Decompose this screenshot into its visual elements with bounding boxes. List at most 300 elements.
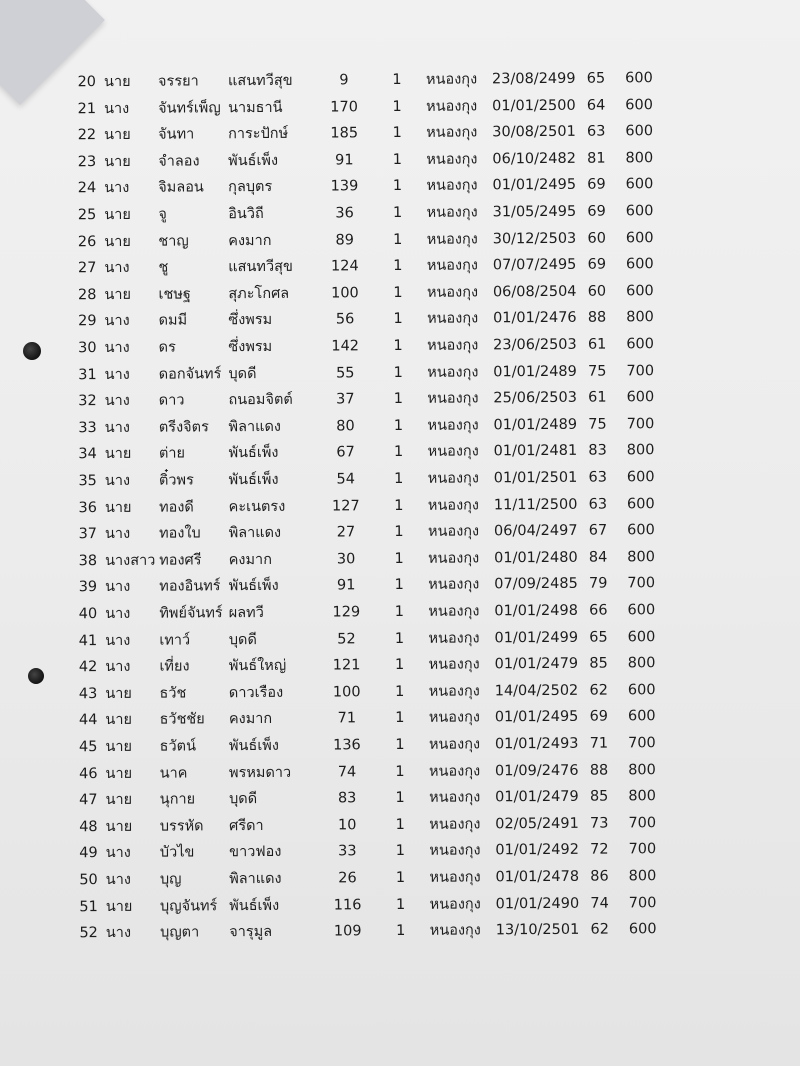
village-name: หนองกุง — [426, 124, 478, 142]
first-name: ทองดี — [158, 499, 194, 516]
house-number: 83 — [337, 790, 357, 807]
allowance-amount: 600 — [627, 602, 656, 619]
allowance-amount: 800 — [628, 761, 656, 779]
allowance-amount: 600 — [626, 389, 655, 406]
title-prefix: นาง — [104, 366, 130, 383]
allowance-amount: 700 — [626, 416, 655, 433]
allowance-amount: 800 — [628, 868, 657, 885]
first-name: ต่าย — [158, 445, 186, 463]
birth-date: 01/01/2495 — [494, 709, 579, 726]
house-number: 37 — [336, 391, 355, 408]
house-number: 121 — [332, 657, 361, 674]
birth-date: 01/01/2489 — [493, 363, 577, 380]
title-prefix: นาย — [104, 286, 132, 303]
title-prefix: นาง — [105, 579, 131, 596]
table-row — [0, 358, 800, 388]
village-name: หนองกุง — [426, 98, 478, 115]
title-prefix: นาย — [104, 153, 131, 170]
house-number: 91 — [336, 577, 356, 594]
age: 63 — [586, 123, 606, 140]
house-number: 56 — [335, 311, 355, 328]
moo-number: 1 — [395, 869, 406, 887]
house-number: 55 — [335, 364, 355, 382]
table-row — [0, 597, 800, 627]
moo-number: 1 — [394, 497, 404, 514]
title-prefix: นาย — [104, 446, 132, 463]
row-number: 51 — [79, 898, 98, 915]
last-name: พิลาแดง — [228, 525, 282, 542]
birth-date: 01/01/2490 — [495, 895, 580, 912]
row-number: 35 — [78, 473, 97, 490]
last-name: บุดดี — [228, 791, 258, 808]
last-name: จารุมูล — [229, 924, 273, 941]
allowance-amount: 600 — [627, 682, 656, 699]
birth-date: 01/01/2495 — [492, 177, 577, 194]
house-number: 91 — [335, 152, 354, 169]
moo-number: 1 — [393, 311, 403, 328]
allowance-amount: 600 — [625, 256, 654, 273]
age: 69 — [587, 256, 607, 273]
village-name: หนองกุง — [429, 789, 481, 806]
table-row — [0, 837, 800, 867]
moo-number: 1 — [395, 710, 405, 727]
moo-number: 1 — [395, 736, 405, 754]
village-name: หนองกุง — [429, 922, 481, 939]
first-name: ตรีงจิตร — [158, 419, 209, 436]
house-number: 136 — [333, 737, 361, 754]
first-name: จำลอง — [158, 153, 200, 170]
first-name: นาค — [159, 765, 188, 782]
table-row — [0, 411, 800, 441]
last-name: บุดดี — [228, 631, 257, 648]
first-name: ธวัตน์ — [159, 738, 197, 755]
moo-number: 1 — [394, 550, 404, 567]
table-row — [0, 438, 800, 468]
title-prefix: นาง — [104, 339, 130, 357]
allowance-amount: 800 — [628, 788, 657, 805]
table-row — [0, 810, 800, 840]
village-name: หนองกุง — [428, 630, 480, 647]
village-name: หนองกุง — [426, 310, 479, 328]
age: 65 — [586, 70, 606, 87]
village-name: หนองกุง — [428, 763, 481, 780]
last-name: อินวิถี — [228, 205, 264, 223]
last-name: นามธานี — [227, 99, 283, 116]
age: 75 — [588, 416, 607, 433]
moo-number: 1 — [393, 231, 403, 248]
house-number: 127 — [331, 497, 360, 515]
age: 61 — [587, 336, 607, 353]
birth-date: 01/01/2480 — [494, 549, 578, 567]
birth-date: 06/04/2497 — [493, 522, 578, 540]
table-row — [0, 677, 800, 707]
age: 79 — [588, 575, 608, 593]
table-row — [0, 225, 800, 255]
house-number: 33 — [338, 843, 357, 860]
village-name: หนองกุง — [426, 284, 479, 301]
moo-number: 1 — [393, 337, 403, 355]
title-prefix: นาง — [104, 393, 130, 410]
title-prefix: นาย — [105, 712, 133, 729]
birth-date: 01/01/2478 — [495, 868, 580, 886]
birth-date: 06/10/2482 — [492, 150, 576, 168]
age: 74 — [590, 895, 609, 912]
last-name: กุลบุตร — [228, 179, 273, 196]
birth-date: 01/01/2499 — [494, 629, 579, 646]
row-number: 22 — [77, 127, 97, 144]
age: 69 — [587, 203, 606, 220]
age: 65 — [589, 629, 608, 646]
allowance-amount: 800 — [625, 150, 654, 167]
birth-date: 06/08/2504 — [492, 283, 577, 301]
age: 88 — [589, 762, 609, 779]
moo-number: 1 — [395, 843, 406, 860]
moo-number: 1 — [394, 470, 404, 488]
allowance-amount: 700 — [626, 362, 655, 380]
row-number: 23 — [77, 153, 97, 171]
table-row — [0, 730, 800, 760]
age: 63 — [588, 496, 608, 513]
village-name: หนองกุง — [426, 151, 478, 168]
moo-number: 1 — [392, 98, 402, 115]
allowance-amount: 600 — [625, 203, 654, 220]
moo-number: 1 — [394, 657, 405, 674]
birth-date: 14/04/2502 — [494, 682, 579, 700]
allowance-amount: 600 — [625, 70, 653, 87]
table-row — [0, 172, 800, 202]
table-row — [0, 544, 800, 574]
moo-number: 1 — [393, 364, 403, 381]
allowance-amount: 800 — [626, 442, 655, 459]
last-name: พันธ์เพ็ง — [228, 445, 279, 462]
birth-date: 31/05/2495 — [492, 203, 577, 221]
allowance-amount: 600 — [625, 96, 654, 114]
last-name: แสนทวีสุข — [227, 72, 293, 90]
moo-number: 1 — [396, 923, 406, 940]
allowance-amount: 600 — [626, 336, 655, 353]
age: 72 — [590, 841, 609, 859]
village-name: หนองกุง — [428, 656, 480, 673]
table-row — [0, 916, 800, 946]
title-prefix: นาง — [103, 100, 130, 117]
allowance-amount: 700 — [628, 841, 657, 858]
first-name: ดมมี — [158, 312, 188, 330]
age: 69 — [589, 708, 609, 726]
title-prefix: นาย — [104, 206, 131, 224]
table-row — [0, 571, 800, 601]
house-number: 139 — [330, 178, 359, 195]
table-row — [0, 517, 800, 547]
village-name: หนองกุง — [427, 497, 480, 514]
house-number: 30 — [336, 551, 356, 568]
table-row — [0, 251, 800, 281]
row-number: 37 — [78, 526, 98, 543]
title-prefix: นาง — [104, 180, 130, 197]
table-row — [0, 863, 800, 893]
title-prefix: นาย — [105, 685, 132, 702]
moo-number: 1 — [395, 816, 405, 833]
first-name: บุญ — [159, 871, 182, 888]
first-name: นุกาย — [159, 791, 196, 808]
house-number: 27 — [336, 524, 356, 541]
last-name: ดาวเรือง — [228, 684, 284, 701]
table-row — [0, 198, 800, 228]
row-number: 39 — [78, 579, 98, 596]
moo-number: 1 — [394, 524, 404, 541]
row-number: 25 — [77, 207, 97, 224]
title-prefix: นาง — [104, 313, 130, 330]
house-number: 129 — [332, 604, 361, 621]
table-row — [0, 491, 800, 521]
house-number: 9 — [339, 72, 349, 89]
title-prefix: นาย — [105, 898, 133, 915]
age: 88 — [587, 309, 607, 327]
last-name: ขาวฟอง — [229, 844, 282, 861]
first-name: ทองศรี — [159, 552, 202, 569]
house-number: 170 — [330, 98, 359, 116]
village-name: หนองกุง — [427, 337, 479, 354]
row-number: 42 — [78, 659, 98, 676]
birth-date: 01/01/2479 — [495, 788, 579, 806]
age: 63 — [588, 469, 608, 486]
last-name: พิลาแดง — [228, 418, 281, 435]
row-number: 45 — [78, 739, 98, 756]
age: 62 — [590, 921, 610, 938]
last-name: ซึ่งพรม — [228, 312, 273, 329]
row-number: 26 — [77, 233, 97, 250]
last-name: พันธ์เพ็ง — [229, 897, 280, 914]
age: 85 — [589, 655, 608, 672]
title-prefix: นาย — [105, 765, 133, 782]
title-prefix: นาย — [105, 738, 133, 756]
birth-date: 01/01/2479 — [494, 655, 579, 673]
moo-number: 1 — [393, 284, 403, 301]
allowance-amount: 800 — [627, 655, 656, 672]
house-number: 80 — [336, 418, 355, 435]
village-name: หนองกุง — [428, 550, 480, 567]
row-number: 20 — [77, 74, 97, 91]
allowance-amount: 600 — [627, 522, 655, 539]
last-name: คงมาก — [228, 711, 273, 728]
row-number: 48 — [79, 818, 98, 836]
last-name: พันธ์ใหญ่ — [228, 657, 287, 675]
row-number: 30 — [78, 340, 97, 357]
moo-number: 1 — [394, 577, 404, 594]
age: 69 — [587, 176, 606, 194]
row-number: 40 — [78, 606, 98, 623]
title-prefix: นาย — [104, 233, 131, 250]
row-number: 21 — [77, 100, 97, 117]
row-number: 43 — [78, 685, 98, 703]
row-number: 38 — [78, 552, 98, 570]
house-number: 116 — [333, 896, 362, 914]
first-name: จู — [158, 206, 167, 223]
village-name: หนองกุง — [429, 816, 481, 833]
row-number: 33 — [78, 419, 97, 437]
last-name: แสนทวีสุข — [228, 258, 293, 276]
last-name: พรหมดาว — [228, 764, 292, 781]
allowance-amount: 800 — [627, 549, 655, 566]
last-name: ถนอมจิตต์ — [228, 391, 293, 409]
moo-number: 1 — [392, 204, 403, 222]
village-name: หนองกุง — [427, 390, 479, 407]
village-name: หนองกุง — [426, 204, 478, 221]
allowance-amount: 600 — [625, 176, 654, 193]
birth-date: 13/10/2501 — [495, 921, 580, 939]
house-number: 100 — [331, 285, 359, 302]
first-name: บัวไข — [159, 844, 195, 862]
village-name: หนองกุง — [429, 896, 481, 913]
village-name: หนองกุง — [427, 470, 479, 487]
row-number: 34 — [78, 446, 97, 463]
table-row — [0, 757, 800, 787]
moo-number: 1 — [392, 71, 402, 89]
allowance-amount: 600 — [628, 921, 657, 938]
moo-number: 1 — [395, 790, 405, 807]
row-number: 31 — [78, 366, 97, 383]
moo-number: 1 — [395, 763, 405, 780]
table-row — [0, 464, 800, 494]
house-number: 185 — [330, 125, 359, 142]
table-row — [0, 704, 800, 734]
house-number: 36 — [335, 205, 354, 222]
row-number: 46 — [79, 765, 98, 782]
birth-date: 01/09/2476 — [494, 762, 579, 779]
village-name: หนองกุง — [426, 231, 478, 248]
table-row — [0, 890, 800, 920]
age: 67 — [588, 522, 608, 539]
table-row — [0, 331, 800, 361]
row-number: 36 — [78, 499, 97, 516]
last-name: พันธ์เพ็ง — [228, 471, 279, 489]
title-prefix: นาย — [105, 818, 133, 835]
house-number: 89 — [335, 231, 354, 249]
table-row — [0, 145, 800, 175]
title-prefix: นาย — [105, 792, 133, 809]
birth-date: 07/07/2495 — [492, 256, 577, 274]
age: 73 — [589, 815, 609, 832]
house-number: 71 — [337, 710, 357, 727]
age: 71 — [589, 735, 609, 752]
age: 66 — [589, 602, 608, 619]
birth-date: 30/12/2503 — [492, 230, 577, 247]
moo-number: 1 — [393, 391, 404, 408]
moo-number: 1 — [395, 896, 406, 913]
age: 83 — [588, 442, 607, 460]
table-row — [0, 305, 800, 335]
moo-number: 1 — [394, 603, 404, 621]
first-name: ชู — [158, 259, 169, 276]
age: 60 — [587, 283, 607, 300]
allowance-amount: 700 — [628, 735, 656, 752]
birth-date: 30/08/2501 — [492, 123, 576, 141]
last-name: คะเนตรง — [228, 498, 286, 515]
title-prefix: นาง — [105, 605, 131, 623]
first-name: ทองใบ — [159, 525, 201, 542]
table-row — [0, 624, 800, 654]
moo-number: 1 — [392, 151, 403, 168]
house-number: 10 — [337, 817, 357, 834]
birth-date: 02/05/2491 — [495, 815, 579, 833]
allowance-amount: 600 — [626, 283, 654, 300]
allowance-amount: 600 — [625, 123, 654, 140]
house-number: 74 — [337, 763, 357, 781]
moo-number: 1 — [393, 417, 404, 434]
house-number: 142 — [331, 338, 360, 355]
last-name: พิลาแดง — [229, 870, 282, 888]
allowance-amount: 600 — [625, 229, 654, 247]
title-prefix: นาย — [104, 127, 131, 144]
first-name: ติ๋วพร — [158, 472, 194, 489]
age: 84 — [588, 549, 608, 566]
first-name: ดร — [158, 339, 176, 356]
table-row — [0, 278, 800, 308]
title-prefix: นาย — [103, 73, 131, 91]
house-number: 100 — [332, 684, 361, 701]
first-name: ธวัช — [159, 685, 187, 702]
table-row — [0, 783, 800, 813]
first-name: บรรหัด — [159, 818, 204, 835]
first-name: จันทร์เพ็ญ — [158, 99, 221, 117]
birth-date: 25/06/2503 — [493, 389, 578, 407]
birth-date: 01/01/2481 — [493, 443, 578, 460]
birth-date: 01/01/2501 — [493, 469, 578, 487]
last-name: คงมาก — [228, 551, 273, 568]
first-name: จันทา — [158, 126, 195, 143]
last-name: การะปักษ์ — [228, 125, 289, 143]
first-name: จิมลอน — [158, 179, 204, 197]
birth-date: 11/11/2500 — [493, 496, 578, 513]
first-name: บุญจันทร์ — [159, 897, 218, 915]
table-row — [0, 650, 800, 680]
title-prefix: นางสาว — [104, 552, 156, 569]
village-name: หนองกุง — [425, 71, 478, 88]
age: 85 — [589, 788, 609, 805]
village-name: หนองกุง — [427, 523, 480, 540]
allowance-amount: 600 — [626, 469, 655, 486]
first-name: เทาว์ — [159, 632, 191, 649]
row-number: 27 — [77, 260, 97, 277]
age: 61 — [588, 389, 607, 406]
title-prefix: นาง — [105, 871, 131, 889]
table-row — [0, 384, 800, 414]
first-name: ดอกจันทร์ — [158, 365, 222, 383]
moo-number: 1 — [394, 630, 405, 647]
allowance-amount: 600 — [626, 495, 655, 513]
moo-number: 1 — [392, 178, 403, 195]
first-name: เที่ยง — [159, 658, 190, 675]
age: 86 — [590, 868, 609, 885]
birth-date: 01/01/2498 — [494, 602, 578, 620]
age: 60 — [587, 230, 606, 247]
last-name: บุดดี — [228, 365, 257, 382]
first-name: ทองอินทร์ — [159, 578, 221, 596]
last-name: สุภะโกศล — [228, 285, 290, 302]
last-name: คงมาก — [228, 232, 272, 249]
first-name: ทิพย์จันทร์ — [159, 605, 223, 622]
row-number: 28 — [77, 286, 97, 304]
row-number: 44 — [78, 712, 98, 729]
row-number: 52 — [79, 925, 98, 942]
allowance-amount: 700 — [628, 815, 657, 832]
title-prefix: นาย — [104, 499, 132, 516]
village-name: หนองกุง — [427, 364, 479, 381]
title-prefix: นาง — [105, 659, 131, 676]
row-number: 41 — [78, 632, 98, 649]
row-number: 24 — [77, 180, 97, 197]
last-name: ซึ่งพรม — [228, 338, 273, 356]
house-number: 54 — [336, 471, 356, 488]
